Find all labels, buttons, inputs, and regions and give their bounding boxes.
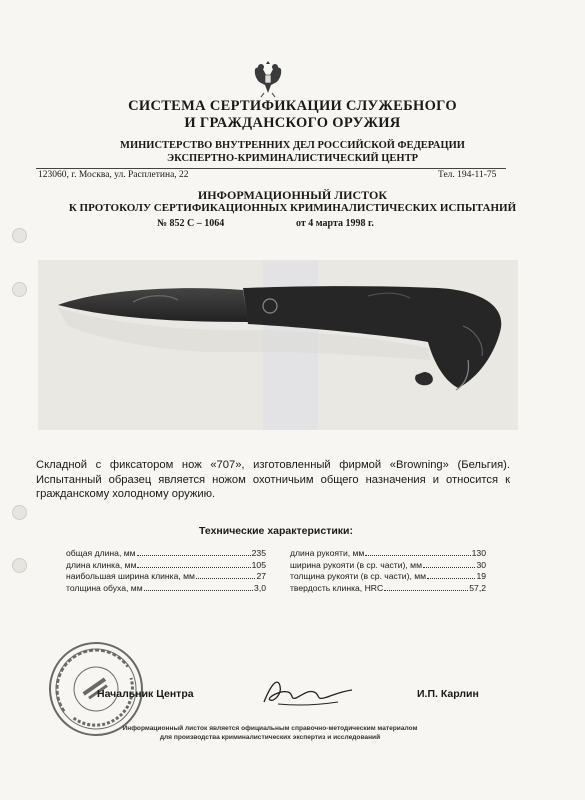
address: 123060, г. Москва, ул. Расплетина, 22 — [38, 170, 189, 180]
leader-dots — [196, 578, 255, 579]
spec-label: наибольшая ширина клинка, мм — [66, 571, 195, 581]
spec-row — [290, 548, 486, 560]
punch-hole — [12, 228, 27, 243]
spec-row — [290, 583, 486, 595]
leader-dots — [427, 578, 475, 579]
spec-value: 130 — [471, 548, 486, 558]
specs-title: Технические характеристики: — [198, 525, 353, 537]
leader-dots — [144, 590, 253, 591]
system-title-line1: СИСТЕМА СЕРТИФИКАЦИИ СЛУЖЕБНОГО — [128, 98, 457, 114]
center-name: ЭКСПЕРТНО-КРИМИНАЛИСТИЧЕСКИЙ ЦЕНТР — [167, 153, 418, 164]
footer-line1: Информационный листок является официальным справочно-методическим материалом — [122, 725, 418, 732]
footer-line2: для производства криминалистических экспертиз и исследований — [159, 734, 381, 741]
spec-label: твердость клинка, HRC — [290, 582, 384, 593]
leader-dots — [137, 555, 251, 556]
footer-note — [100, 724, 440, 742]
document-subtitle: К ПРОТОКОЛУ СЕРТИФИКАЦИОННЫХ КРИМИНАЛИСТИЧЕСКИХ ИСПЫТАНИЙ — [68, 202, 517, 214]
document-title: ИНФОРМАЦИОННЫЙ ЛИСТОК — [197, 188, 388, 202]
spec-value: 105 — [251, 559, 266, 570]
system-title — [0, 98, 585, 132]
leader-dots — [365, 555, 470, 556]
leader-dots — [137, 567, 250, 568]
handwritten-signature — [258, 672, 358, 712]
spec-label: общая длина, мм — [66, 548, 136, 558]
spec-value: 235 — [251, 548, 266, 558]
signatory-position: Начальник Центра — [97, 688, 194, 700]
header-divider — [36, 168, 506, 169]
knife-photo — [38, 260, 518, 430]
leader-dots — [423, 567, 475, 568]
spec-value: 27 — [256, 571, 266, 581]
spec-label: толщина обуха, мм — [66, 582, 143, 593]
specs-right-column — [290, 548, 486, 594]
document-title-block — [0, 189, 585, 215]
double-headed-eagle-emblem-icon — [251, 57, 285, 99]
spec-row — [66, 583, 266, 595]
spec-row — [66, 560, 266, 572]
ministry-block — [0, 139, 585, 165]
spec-value: 19 — [476, 571, 486, 581]
system-title-line2: И ГРАЖДАНСКОГО ОРУЖИЯ — [184, 115, 401, 131]
spec-label: длина рукояти, мм — [290, 548, 365, 558]
punch-hole — [12, 282, 27, 297]
ministry-name: МИНИСТЕРСТВО ВНУТРЕННИХ ДЕЛ РОССИЙСКОЙ ФЕДЕРАЦИИ — [120, 140, 465, 151]
leader-dots — [384, 590, 468, 591]
spec-label: ширина рукояти (в ср. части), мм — [290, 559, 422, 570]
spec-row — [66, 571, 266, 583]
knife-description: Складной с фиксатором нож «707», изготовленный фирмой «Browning» (Бельгия). Испытанный образец является ножом охотничьим общего назначения и относится к гражданскому холодному оружию. — [36, 459, 510, 500]
punch-hole — [12, 558, 27, 573]
protocol-date: от 4 марта 1998 г. — [296, 218, 374, 229]
spec-label: длина клинка, мм — [66, 559, 137, 570]
spec-value: 57,2 — [469, 582, 486, 593]
spec-row — [66, 548, 266, 560]
signatory-name: И.П. Карлин — [417, 688, 479, 700]
spec-value: 30 — [476, 559, 486, 570]
spec-row — [290, 571, 486, 583]
protocol-number: № 852 С – 1064 — [157, 218, 225, 229]
spec-row — [290, 560, 486, 572]
punch-hole — [12, 505, 27, 520]
spec-value: 3,0 — [254, 582, 266, 593]
specs-left-column — [66, 548, 266, 594]
phone: Тел. 194-11-75 — [438, 170, 497, 180]
spec-label: толщина рукояти (в ср. части), мм — [290, 571, 427, 581]
